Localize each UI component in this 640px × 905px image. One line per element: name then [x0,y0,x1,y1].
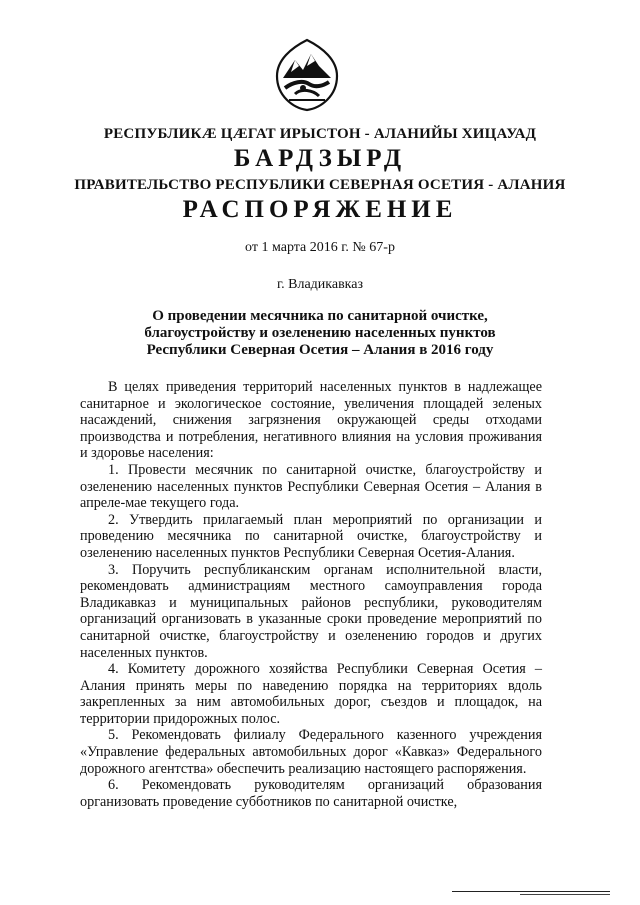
title-line-1: О проведении месячника по санитарной очистке, [152,308,488,324]
coat-of-arms-emblem [273,38,341,112]
footer-rule [452,891,610,892]
item-5-paragraph: 5. Рекомендовать филиалу Федерального казенного учреждения «Управление федеральных автомобильных дорог «Кавказ» Федерального дорожного агентства» обеспечить реализацию настоящего распоряжения. [80,727,542,777]
item-2-paragraph: 2. Утвердить прилагаемый план мероприятий по организации и проведению месячника по санитарной очистке, благоустройству и озеленению населенных пунктов Республики Северная Осетия-Алания. [80,511,542,561]
title-line-2: благоустройству и озеленению населенных пунктов [144,325,496,341]
document-date-number: от 1 марта 2016 г. № 67-р [245,240,395,255]
title-line-3: Республики Северная Осетия – Алания в 2016 году [146,342,494,358]
item-4-paragraph: 4. Комитету дорожного хозяйства Республики Северная Осетия – Алания принять меры по наведению порядка на территориях вдоль закрепленных за ним автомобильных дорог, съездов и площадок, на территории придорожных полос. [80,661,542,727]
ossetian-document-type: БАРДЗЫРД [233,145,407,172]
document-title [0,308,640,359]
item-1-paragraph: 1. Провести месячник по санитарной очистке, благоустройству и озеленению населенных пунктов Республики Северная Осетия – Алания в апреле-мае текущего года. [80,461,542,512]
ossetian-government-name: РЕСПУБЛИКӔ ЦӔГАТ ИРЫСТОН - АЛАНИЙЫ ХИЦАУАД [103,126,537,142]
item-3-paragraph: 3. Поручить республиканским органам исполнительной власти, рекомендовать администрациям местного самоуправления города Владикавказ и муниципальных районов республики, руководителям организаций организовать в указанные сроки проведение мероприятий по санитарной очистке, благоустройству и озеленению городов и других населенных пунктов. [80,561,542,661]
russian-government-name: ПРАВИТЕЛЬСТВО РЕСПУБЛИКИ СЕВЕРНАЯ ОСЕТИЯ - АЛАНИЯ [74,177,566,193]
item-6-paragraph: 6. Рекомендовать руководителям организаций образования организовать проведение субботников по санитарной очистке, [80,777,542,810]
preamble-paragraph: В целях приведения территорий населенных пунктов в надлежащее санитарное и экологическое состояние, увеличения площадей зеленых насаждений, снижения загрязнения окружающей среды отходами производства и потребления, негативного влияния на условия проживания и здоровье населения: [80,379,542,462]
russian-document-type: РАСПОРЯЖЕНИЕ [182,196,458,223]
document-body [80,379,542,810]
footer-rule-secondary [520,894,610,895]
document-city: г. Владикавказ [276,277,364,292]
